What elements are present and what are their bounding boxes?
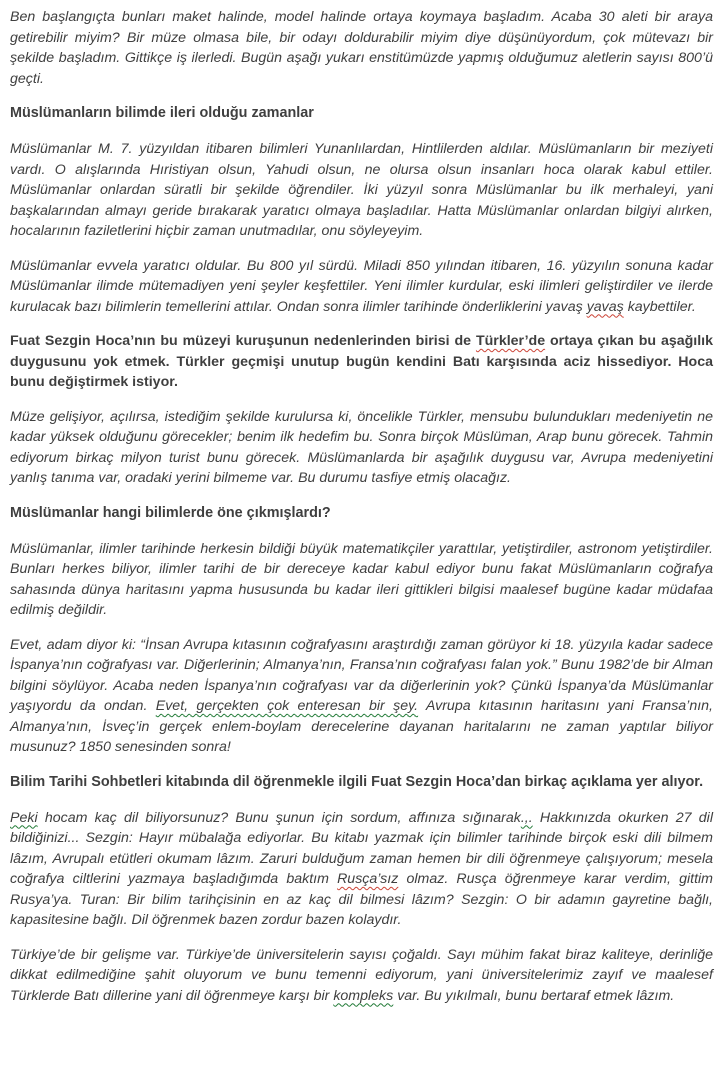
body-paragraph <box>10 808 713 931</box>
text-run: Evet, adam diyor ki: “İnsan Avrupa kıtasının coğrafyasını araştırdığı zaman görüyor ki 18. yüzyıla kadar sadece İspanya’nın coğrafyası var. Diğerlerinin; Almanya’nın, Fransa’nın coğrafyası falan yok.” Bunu 1982’de bir Alman bilgini söylüyor. Acaba neden İspanya’nın coğrafyası var da diğerlerinin yok? Çünkü İspanya’da Müslümanlar yaşıyordu da ondan. <box>10 636 713 714</box>
text-run: var. Bu yıkılmalı, bunu bertaraf etmek lâzım. <box>393 987 675 1004</box>
body-paragraph <box>10 256 713 318</box>
section-heading-which-sciences <box>10 503 713 523</box>
body-paragraph <box>10 407 713 489</box>
body-paragraph <box>10 539 713 621</box>
text-run: olmaz. Rusça öğrenmeye karar verdim, gittim Rusya’ya. Turan: Bir bilim tarihçisinin en az kaç dil bilmesi lâzım? Sezgin: O bir adamın gayretine bağlı, kapasitesine bağlı. Dil öğrenmek bazen zordur bazen kolaydır. <box>10 871 713 928</box>
section-heading-language-learning <box>10 772 713 792</box>
text-run: Fuat Sezgin Hoca’nın bu müzeyi kuruşunun nedenlerinden birisi de <box>10 333 476 349</box>
body-paragraph <box>10 139 713 242</box>
grammar-check-word: kompleks <box>333 987 394 1004</box>
grammar-check-phrase: Evet, gerçekten çok enteresan bir şey. <box>155 698 419 714</box>
section-heading-muslims-advanced-era <box>10 103 713 123</box>
text-run: Türkiye’de bir gelişme var. Türkiye’de üniversitelerin sayısı çoğaldı. Sayı mühim fakat biraz kaliteye, derinliğe dikkat edilmediğine şahit oluyorum ve bunu temenni ediyorum, yani üniversitelerimiz zayıf ve maalesef Türklerde Batı dillerine yani dil öğrenmeye karşı bir <box>10 946 713 1004</box>
spellcheck-word: Rusça’sız <box>337 871 399 887</box>
text-run: Hakkınızda okurken 27 dil bildiğinizi... Sezgin: Hayır mübalağa ediyorlar. Bu kitabı yazmak için bilimler tarihinde birçok eski dili bilmem lâzım, Avrupalı etütleri okumam lâzım. Zaruri bulduğum zaman hemen bir dili öğrenmeye çalışıyorum; mesela coğrafya ciltlerini yazmaya başladığımda baktım <box>10 809 713 887</box>
body-paragraph <box>10 945 713 1007</box>
text-run: hocam kaç dil biliyorsunuz? Bunu şunun için sordum, affınıza sığınarak <box>37 809 521 826</box>
heading-text: Müslümanların bilimde ileri olduğu zamanlar <box>10 105 314 121</box>
body-paragraph <box>10 635 713 758</box>
text-run: Müslümanlar evvela yaratıcı oldular. Bu 800 yıl sürdü. Miladi 850 yılından itibaren, 16. yüzyılın sonuna kadar Müslümanlar ilimde mütemadiyen yeni şeyler keşfettiler. Yeni ilimler kurdular, eski ilimleri geliştirdiler ve ilerde kurulacak bazı bilimlerin temellerini attılar. Ondan sonra ilimler tarihinde önderliklerini yavaş <box>10 257 713 315</box>
spellcheck-word: Türkler’de <box>475 333 546 349</box>
heading-text: Bilim Tarihi Sohbetleri kitabında dil öğrenmekle ilgili Fuat Sezgin Hoca’dan birkaç açıklama yer alıyor. <box>10 773 704 790</box>
emphasis-paragraph-fuat-sezgin <box>10 331 713 393</box>
text-run: kaybettiler. <box>623 298 696 315</box>
grammar-check-punctuation: .,. <box>520 809 533 826</box>
spellcheck-word: yavaş <box>586 298 624 315</box>
grammar-check-word: Peki <box>10 809 38 826</box>
text-run: Müslümanlar, ilimler tarihinde herkesin bildiği büyük matematikçiler yarattılar, yetiştirdiler, astronom yetiştirdiler. Bunları herkes biliyor, ilimler tarihi de bir dereceye kadar kabul ediyor bunu fakat Müslümanların coğrafya sahasında dünya haritasını yapma hususunda bu kadar ileri gittikleri bilgisi maalesef bugüne kadar müdafaa edilmiş değildir. <box>10 540 713 618</box>
heading-text: Müslümanlar hangi bilimlerde öne çıkmışlardı? <box>10 504 331 521</box>
text-run: ortaya çıkan bu aşağılık duygusunu yok etmek. Türkler geçmişi unutup bugün kendini Batı karşısında aciz hissediyor. Hoca bunu değiştirmek istiyor. <box>10 333 713 390</box>
intro-paragraph <box>10 7 713 89</box>
text-run: Avrupa kıtasının haritasını yani Fransa’nın, Almanya’nın, İsveç’in gerçek enlem-boylam derecelerine dayanan haritalarını ne zaman yaptılar biliyor musunuz? 1850 senesinden sonra! <box>10 698 713 755</box>
text-run: Müslümanlar M. 7. yüzyıldan itibaren bilimleri Yunanlılardan, Hintlilerden aldılar. Müslümanların bir meziyeti vardı. O alışlarında Hıristiyan olsun, Yahudi olsun, ne olursa olsun insanları hoca olarak kabul ettiler. Müslümanlar onlardan süratli bir şekilde öğrendiler. İki yüzyıl sonra Müslümanlar bu ilk merhaleyi, yani başkalarından almayı geride bırakarak yaratıcı olmaya başladılar. Hatta Müslümanlar onlardan bilgiyi alırken, hocalarının faziletlerini hiçbir zaman unutmadılar, onu söyleyeyim. <box>10 141 713 239</box>
text-run: Ben başlangıçta bunları maket halinde, model halinde ortaya koymaya başladım. Acaba 30 aleti bir araya getirebilir miyim? Bir müze olmasa bile, bir odayı doldurabilir miyim diye düşünüyordum, çok mütevazı bir şekilde başladım. Gittikçe iş ilerledi. Bugün aşağı yukarı enstitümüzde yapmış olduğumuz aletlerin sayısı 800’ü geçti. <box>10 9 713 87</box>
text-run: Müze gelişiyor, açılırsa, istediğim şekilde kurulursa ki, öncelikle Türkler, mensubu bulundukları medeniyetin ne kadar yüksek olduğunu görecekler; benim ilk hedefim bu. Sonra birçok Müslüman, Arap bunu görecek. Tahmin ediyorum birkaç milyon turist bunu görecek. Müslümanlarda bir aşağılık duygusu var, Avrupa medeniyetini yanlış tanıma var, oradaki yerini bilmeme var. Bu durumu tasfiye etmiş olacağız. <box>10 408 713 486</box>
